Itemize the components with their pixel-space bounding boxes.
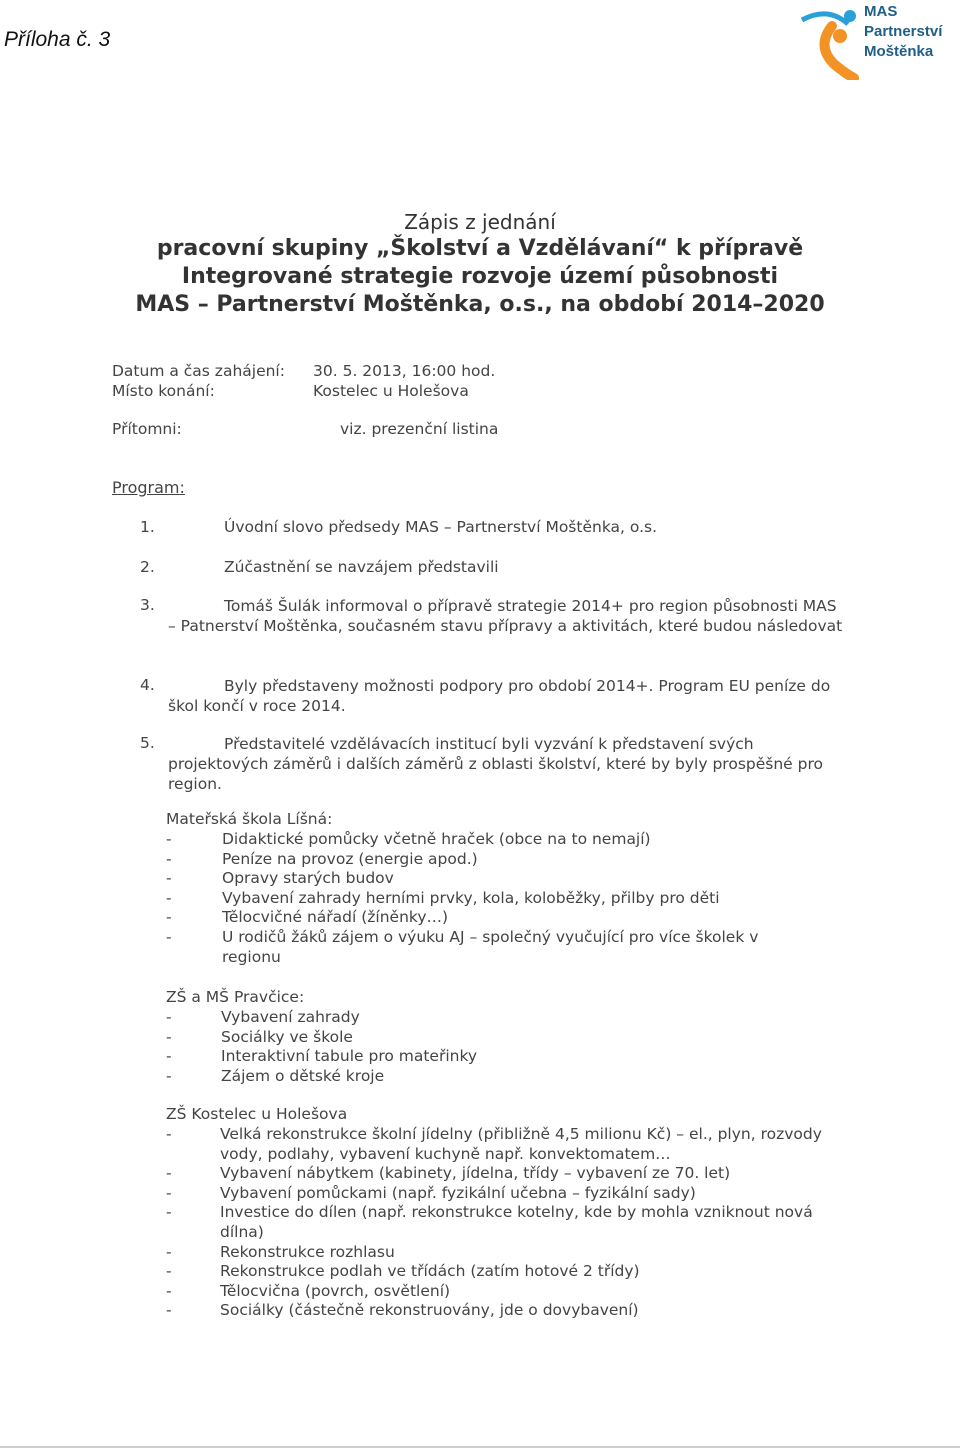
program-item-1: Úvodní slovo předsedy MAS – Partnerství Moštěnka, o.s. xyxy=(224,518,658,536)
list-item xyxy=(166,1047,856,1067)
list-item-text: Vybavení pomůckami (např. fyzikální učebna – fyzikální sady) xyxy=(220,1183,696,1202)
program-num-2: 2. xyxy=(140,558,155,576)
list-dash: - xyxy=(166,1203,172,1222)
list-item xyxy=(166,1282,826,1302)
list-dash: - xyxy=(166,1281,172,1300)
logo-line-partnerstvi: Partnerství xyxy=(864,23,943,40)
list-dash: - xyxy=(166,908,172,927)
list-item xyxy=(166,850,856,870)
list-item-text-wrap: U rodičů žáků zájem o výuku AJ – společný vyučující pro více školek v regionu xyxy=(222,927,759,966)
section-title-ms-lisna: Mateřská škola Líšná: xyxy=(166,810,333,828)
program-item-4: Byly představeny možnosti podpory pro období 2014+. Program EU peníze do škol končí v roce 2014. xyxy=(168,677,831,715)
list-item xyxy=(166,1028,856,1048)
place-label: Místo konání: xyxy=(112,382,215,400)
list-item xyxy=(166,830,856,850)
list-item xyxy=(166,889,856,909)
list-item xyxy=(166,1301,826,1321)
program-num-4: 4. xyxy=(140,676,155,694)
list-item-text: Rekonstrukce rozhlasu xyxy=(220,1242,395,1261)
list-item xyxy=(166,928,856,967)
section-list-ms-lisna xyxy=(166,830,856,967)
list-item xyxy=(166,1067,856,1087)
section-title-pravcice: ZŠ a MŠ Pravčice: xyxy=(166,988,305,1006)
program-num-3: 3. xyxy=(140,596,155,614)
program-num-5: 5. xyxy=(140,734,155,752)
list-item xyxy=(166,908,856,928)
program-heading: Program: xyxy=(112,478,185,497)
list-dash: - xyxy=(166,1125,172,1143)
list-dash: - xyxy=(166,849,172,868)
logo-icon xyxy=(798,2,864,80)
list-item xyxy=(166,1243,826,1263)
list-item xyxy=(166,1203,826,1242)
list-dash: - xyxy=(166,1047,172,1066)
list-item xyxy=(166,1125,826,1164)
section-title-kostelec: ZŠ Kostelec u Holešova xyxy=(166,1105,348,1123)
mas-logo xyxy=(798,2,958,80)
program-item-3: Tomáš Šulák informoval o přípravě strategie 2014+ pro region působnosti MAS – Patnerství Moštěnka, současném stavu přípravy a aktivitách, které budou následovat xyxy=(168,597,843,635)
list-item xyxy=(166,1184,826,1204)
list-dash: - xyxy=(166,1164,172,1183)
list-dash: - xyxy=(166,1066,172,1085)
program-item-2: Zúčastnění se navzájem představili xyxy=(224,558,499,576)
section-list-kostelec xyxy=(166,1125,826,1321)
list-dash: - xyxy=(166,888,172,907)
doc-title-line3: MAS – Partnerství Moštěnka, o.s., na období 2014–2020 xyxy=(135,292,825,317)
doc-title-line1: pracovní skupiny „Školství a Vzdělávaní“ k přípravě xyxy=(156,236,804,261)
list-item-text: Sociálky ve škole xyxy=(221,1027,353,1046)
list-dash: - xyxy=(166,869,172,888)
list-item-text xyxy=(222,928,822,967)
list-item-text: Rekonstrukce podlah ve třídách (zatím hotové 2 třídy) xyxy=(220,1262,640,1281)
list-item xyxy=(166,869,856,889)
list-item-text: Zájem o dětské kroje xyxy=(221,1066,385,1085)
list-item-text: Sociálky (částečně rekonstruovány, jde o dovybavení) xyxy=(220,1301,639,1320)
doc-title-line2: Integrované strategie rozvoje území působnosti xyxy=(181,264,779,289)
present-label: Přítomni: xyxy=(112,420,182,438)
list-item-text: Vybavení zahrady herními prvky, kola, koloběžky, přilby pro děti xyxy=(222,888,720,907)
list-item-text: Didaktické pomůcky včetně hraček (obce na to nemají) xyxy=(222,830,651,848)
list-item xyxy=(166,1262,826,1282)
logo-line-mostenka: Moštěnka xyxy=(864,43,934,60)
list-item xyxy=(166,1164,826,1184)
list-dash: - xyxy=(166,1008,172,1026)
list-dash: - xyxy=(166,927,172,946)
list-item-text: Investice do dílen (např. rekonstrukce kotelny, kde by mohla vzniknout nová dílna) xyxy=(220,1203,813,1241)
list-item-text: Vybavení nábytkem (kabinety, jídelna, třídy – vybavení ze 70. let) xyxy=(220,1164,731,1183)
list-dash: - xyxy=(166,1027,172,1046)
list-dash: - xyxy=(166,830,172,848)
list-dash: - xyxy=(166,1183,172,1202)
present-value: viz. prezenční listina xyxy=(340,420,499,438)
list-dash: - xyxy=(166,1301,172,1320)
list-item-text: Opravy starých budov xyxy=(222,869,394,888)
page-bottom-edge xyxy=(0,1446,960,1448)
date-label: Datum a čas zahájení: xyxy=(112,362,285,380)
list-item-text: Interaktivní tabule pro mateřinky xyxy=(221,1047,478,1066)
list-dash: - xyxy=(166,1262,172,1281)
program-item-5: Představitelé vzdělávacích institucí byli vyzvání k představení svých projektových záměrů i dalších záměrů z oblasti školství, které by byly prospěšné pro region. xyxy=(168,735,823,793)
list-dash: - xyxy=(166,1242,172,1261)
place-value: Kostelec u Holešova xyxy=(313,382,469,400)
section-list-pravcice xyxy=(166,1008,856,1086)
list-item-text: Velká rekonstrukce školní jídelny (přibližně 4,5 milionu Kč) – el., plyn, rozvody vody, podlahy, vybavení kuchyně např. konvektomatem… xyxy=(220,1125,822,1163)
list-item-text: Tělocvičné nářadí (žíněnky…) xyxy=(222,908,449,927)
program-num-1: 1. xyxy=(140,518,155,536)
logo-line-mas: MAS xyxy=(864,3,898,20)
annex-label: Příloha č. 3 xyxy=(4,28,111,51)
doc-title-line0: Zápis z jednání xyxy=(404,210,556,234)
list-item xyxy=(166,1008,856,1028)
list-item-text: Tělocvična (povrch, osvětlení) xyxy=(220,1281,451,1300)
list-item-text: Vybavení zahrady xyxy=(221,1008,360,1026)
date-value: 30. 5. 2013, 16:00 hod. xyxy=(313,362,496,380)
list-item-text: Peníze na provoz (energie apod.) xyxy=(222,849,478,868)
